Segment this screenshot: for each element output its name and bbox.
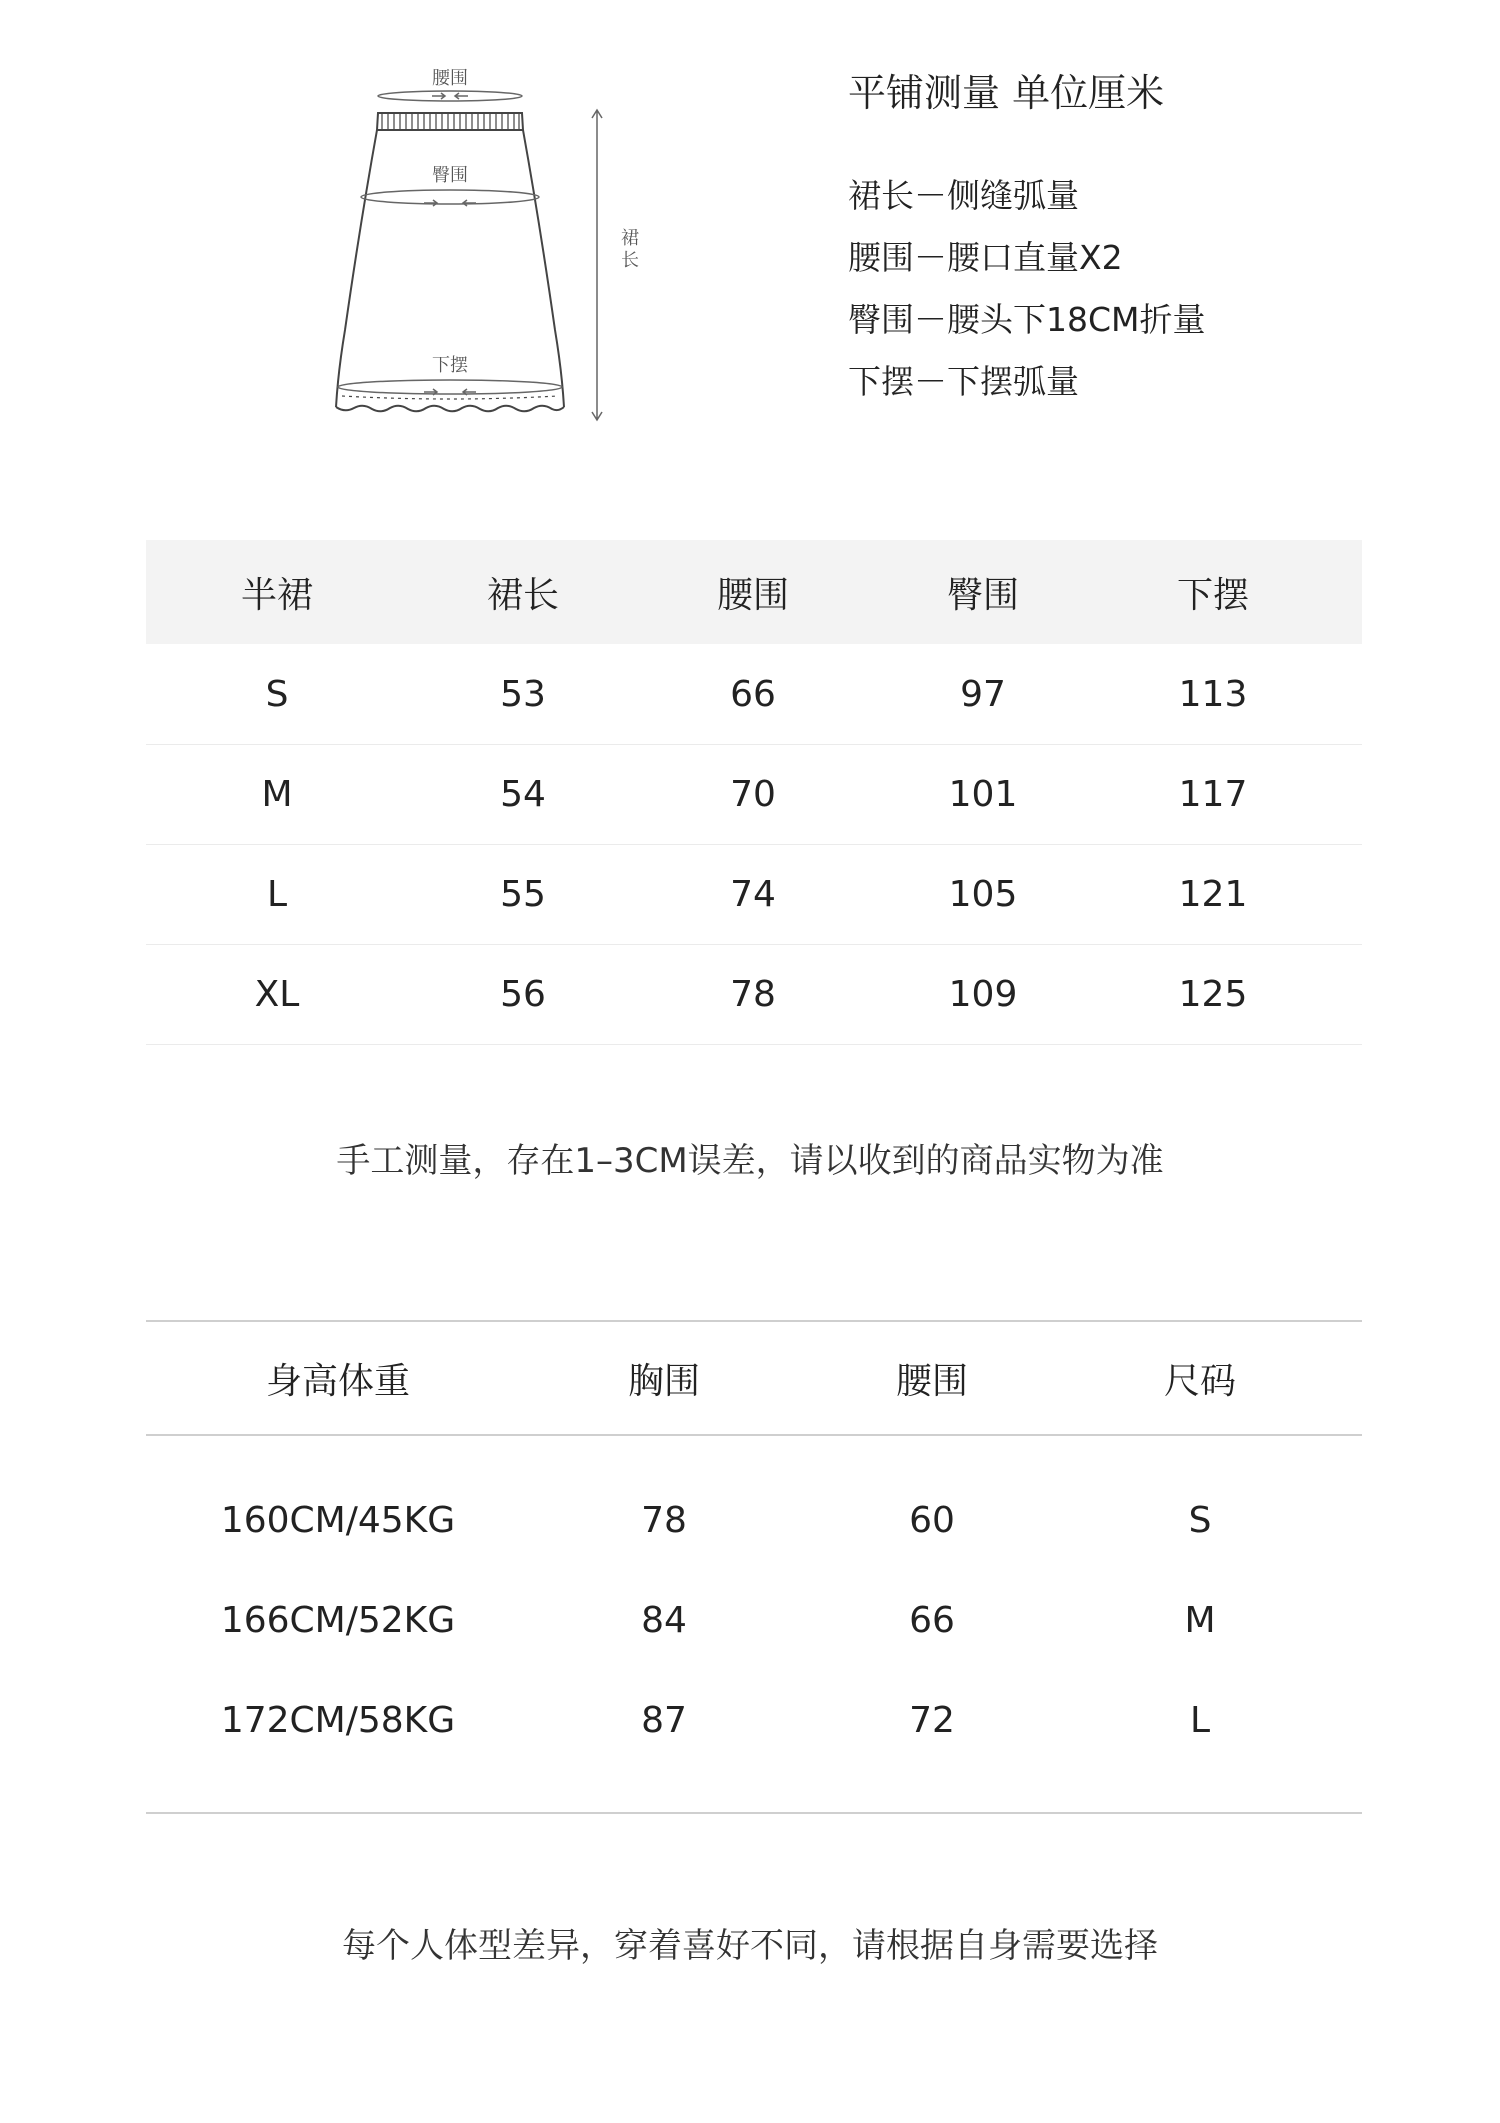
waist-cell: 66 [730,673,776,715]
waist-cell: 66 [909,1599,955,1641]
chest-cell: 87 [641,1699,687,1741]
header-bottom-border [146,1434,1362,1436]
height-weight-cell: 172CM/58KG [220,1699,456,1741]
info-line-hip: 臀围－腰头下18CM折量 [848,300,1206,339]
hem-cell: 121 [1178,873,1248,915]
fit-table-header [146,1322,1362,1434]
size-cell: M [1184,1599,1216,1641]
header-skirt: 半裙 [240,574,313,616]
measurement-error-note: 手工测量，存在1–3CM误差，请以收到的商品实物为准 [336,1141,1164,1181]
waist-diagram-label: 腰围 [432,68,468,89]
info-line-hem: 下摆－下摆弧量 [848,362,1079,401]
waist-cell: 74 [730,873,776,915]
size-table-header [146,540,1362,644]
header-height-weight: 身高体重 [265,1360,410,1402]
length-cell: 56 [500,973,546,1015]
hem-measure-mark [338,380,562,395]
table-row [146,844,1362,944]
size-cell: M [261,773,293,815]
info-line-waist: 腰围－腰口直量X2 [848,238,1123,277]
header-size: 尺码 [1163,1360,1236,1402]
waist-cell: 70 [730,773,776,815]
hip-measure-mark [361,190,539,206]
length-measure-arrow [592,110,602,420]
skirt-measurement-diagram [0,0,1500,440]
hem-cell: 125 [1178,973,1248,1015]
hip-diagram-label: 臀围 [432,165,468,186]
length-diagram-label-1: 裙 [621,228,639,249]
length-cell: 54 [500,773,546,815]
height-weight-cell: 160CM/45KG [220,1499,456,1541]
fit-advice-note: 每个人体型差异，穿着喜好不同，请根据自身需要选择 [342,1926,1158,1966]
chest-cell: 78 [641,1499,687,1541]
header-chest: 胸围 [627,1360,700,1402]
hip-cell: 101 [948,773,1018,815]
table-row [146,1470,1362,1570]
fit-table [146,1320,1362,1815]
chest-cell: 84 [641,1599,687,1641]
table-row [146,644,1362,744]
hem-cell: 117 [1178,773,1248,815]
header-hip: 臀围 [946,574,1019,616]
hip-cell: 105 [948,873,1018,915]
measurement-title: 平铺测量 单位厘米 [848,71,1165,115]
header-length: 裙长 [486,574,559,616]
hem-cell: 113 [1178,673,1248,715]
size-table [146,540,1362,1045]
length-diagram-label-2: 长 [621,250,639,271]
size-cell: S [1188,1499,1212,1541]
waist-measure-mark [378,91,522,101]
skirt-hem [336,406,564,412]
table-row [146,944,1362,1044]
waist-cell: 78 [730,973,776,1015]
size-cell: S [265,673,289,715]
size-cell: L [266,873,288,915]
height-weight-cell: 166CM/52KG [220,1599,456,1641]
header-hem: 下摆 [1176,574,1249,616]
table-bottom-border [146,1812,1362,1814]
header-waist: 腰围 [895,1360,968,1402]
length-cell: 53 [500,673,546,715]
waist-cell: 60 [909,1499,955,1541]
table-row [146,1670,1362,1770]
hem-diagram-label: 下摆 [432,355,468,376]
waist-cell: 72 [909,1699,955,1741]
skirt-waistband [377,113,523,130]
hip-cell: 109 [948,973,1018,1015]
info-line-length: 裙长－侧缝弧量 [848,176,1079,215]
row-divider [146,1044,1362,1045]
header-waist: 腰围 [716,574,789,616]
table-row [146,744,1362,844]
size-cell: L [1189,1699,1211,1741]
table-row [146,1570,1362,1670]
waistband-elastic-lines [382,114,519,129]
hip-cell: 97 [960,673,1006,715]
length-cell: 55 [500,873,546,915]
size-cell: XL [254,973,300,1015]
